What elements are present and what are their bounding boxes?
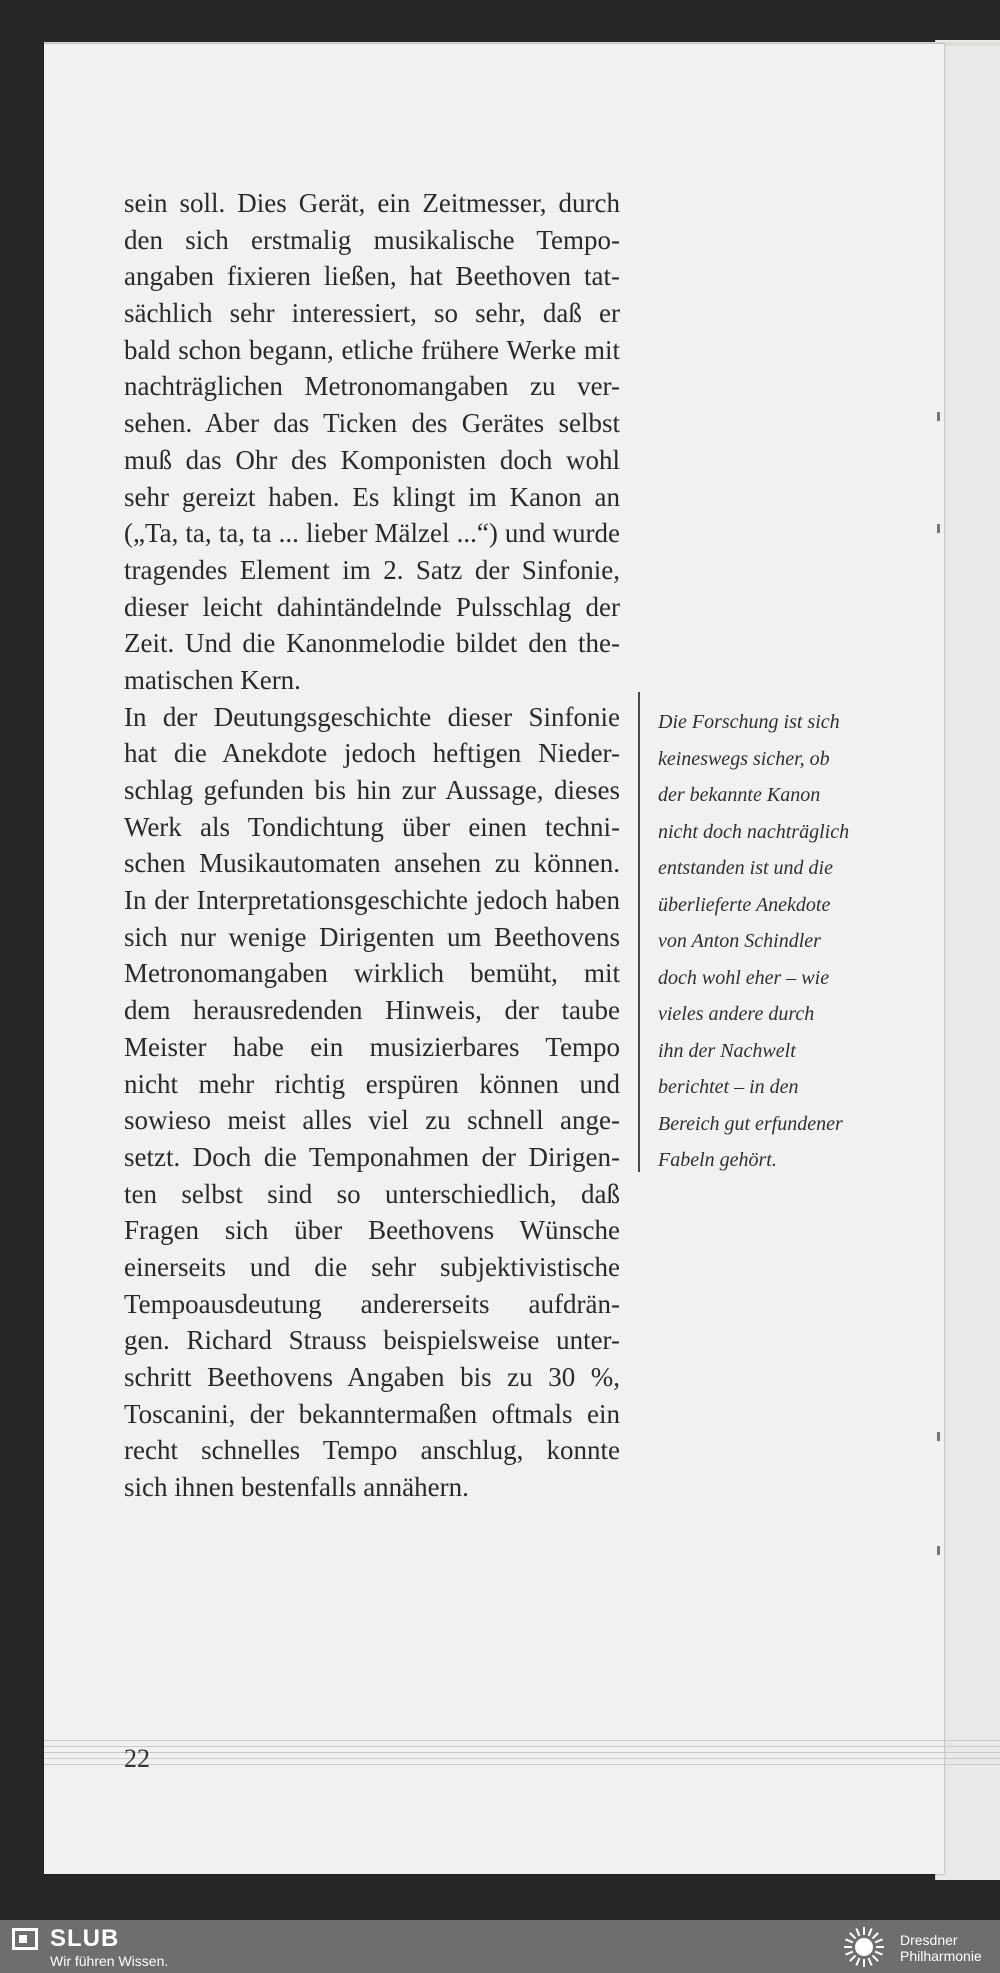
body-text-line: nachträglichen Metronomangaben zu ver- xyxy=(124,371,620,402)
body-text-line: In der Deutungsgeschichte dieser Sinfonie xyxy=(124,701,620,732)
slub-name[interactable]: SLUB xyxy=(50,1925,120,1952)
body-text-line: ten selbst sind so unterschiedlich, daß xyxy=(124,1178,620,1209)
partner-name-line1: Dresdner xyxy=(900,1932,958,1948)
body-text-line: sehr gereizt haben. Es klingt im Kanon an xyxy=(124,481,620,512)
slub-tagline: Wir führen Wissen. xyxy=(50,1953,169,1969)
sidebar-text-line: keineswegs sicher, ob xyxy=(658,747,830,770)
sidebar-text-line: der bekannte Kanon xyxy=(658,784,821,806)
body-text-line: setzt. Doch die Temponahmen der Dirigen- xyxy=(124,1141,620,1172)
body-text-line: In der Interpretationsgeschichte jedoch haben xyxy=(124,885,620,916)
partner-name xyxy=(900,1932,982,1964)
partner-name-line2: Philharmonie xyxy=(900,1948,982,1964)
body-text-line: Werk als Tondichtung über einen techni- xyxy=(124,811,620,842)
body-text-line: sich ihnen bestenfalls annähern. xyxy=(124,1472,469,1503)
body-text-line: sowieso meist alles viel zu schnell ange- xyxy=(124,1105,620,1136)
body-text-line: angaben fixieren ließen, hat Beethoven tat- xyxy=(124,261,620,292)
slub-logo-icon[interactable] xyxy=(12,1928,38,1950)
sidebar-text-line: berichtet – in den xyxy=(658,1076,799,1098)
sidebar-text-line: Die Forschung ist sich xyxy=(658,711,840,733)
sidebar-text-line: ihn der Nachwelt xyxy=(658,1039,796,1062)
body-text-line: sein soll. Dies Gerät, ein Zeitmesser, durch xyxy=(124,188,620,218)
sidebar-text-line: Bereich gut erfundener xyxy=(658,1112,843,1135)
dresdner-philharmonie-logo-icon[interactable] xyxy=(842,1925,886,1969)
body-text-line: schen Musikautomaten ansehen zu können. xyxy=(124,848,620,879)
sidebar-divider xyxy=(638,692,640,1172)
body-text-line: Metronomangaben wirklich bemüht, mit xyxy=(124,958,620,989)
body-text-line: Toscanini, der bekanntermaßen oftmals ein xyxy=(124,1398,620,1429)
footer-rules xyxy=(44,1740,1000,1776)
sidebar-text-line: überlieferte Anekdote xyxy=(658,893,831,916)
sidebar-text-line: nicht doch nachträglich xyxy=(658,820,850,843)
body-text-line: recht schnelles Tempo anschlug, konnte xyxy=(124,1435,620,1466)
body-text-line: Zeit. Und die Kanonmelodie bildet den the- xyxy=(124,628,620,659)
sidebar-text-line: entstanden ist und die xyxy=(658,857,833,879)
sidebar-quote xyxy=(658,704,898,1179)
body-text-line: („Ta, ta, ta, ta ... lieber Mälzel ...“) und wurde xyxy=(124,518,620,549)
body-text-line: sehen. Aber das Ticken des Gerätes selbst xyxy=(124,408,620,439)
body-text-line: matischen Kern. xyxy=(124,664,301,695)
sidebar-text-line: doch wohl eher – wie xyxy=(658,966,830,989)
body-text-line: sächlich sehr interessiert, so sehr, daß er xyxy=(124,298,620,329)
body-text-line: einerseits und die sehr subjektivistische xyxy=(124,1251,620,1282)
body-text-line: hat die Anekdote jedoch heftigen Nieder- xyxy=(124,738,620,769)
body-text-line: dem herausredenden Hinweis, der taube xyxy=(124,995,620,1026)
body-text-line: Tempoausdeutung andererseits aufdrän- xyxy=(124,1288,620,1319)
body-text-line: bald schon begann, etliche frühere Werke mit xyxy=(124,334,620,365)
body-text-line: schlag gefunden bis hin zur Aussage, dieses xyxy=(124,775,620,805)
binding-mark xyxy=(937,1546,940,1555)
body-text-line: muß das Ohr des Komponisten doch wohl xyxy=(124,444,620,475)
next-page-edge xyxy=(935,40,1000,1880)
body-text-line: tragendes Element im 2. Satz der Sinfonie, xyxy=(124,554,620,585)
body-text-line: den sich erstmalig musikalische Tempo- xyxy=(124,224,620,255)
binding-mark xyxy=(937,1432,940,1441)
body-text-line: gen. Richard Strauss beispielsweise unter- xyxy=(124,1325,620,1356)
sidebar-text-line: von Anton Schindler xyxy=(658,930,821,952)
sidebar-text-line: vieles andere durch xyxy=(658,1003,815,1025)
body-text-line: sich nur wenige Dirigenten um Beethovens xyxy=(124,921,620,952)
binding-mark xyxy=(937,412,940,421)
sidebar-text-line: Fabeln gehört. xyxy=(658,1149,777,1171)
body-text-line: Fragen sich über Beethovens Wünsche xyxy=(124,1215,620,1246)
body-text-line: dieser leicht dahintändelnde Pulsschlag der xyxy=(124,591,620,622)
body-text-line: schritt Beethovens Angaben bis zu 30 %, xyxy=(124,1362,620,1392)
body-text-line: nicht mehr richtig erspüren können und xyxy=(124,1068,620,1099)
main-body-text xyxy=(124,185,620,1506)
body-text-line: Meister habe ein musizierbares Tempo xyxy=(124,1031,620,1062)
page-number: 22 xyxy=(124,1744,150,1773)
binding-mark xyxy=(937,524,940,533)
slub-footer-bar xyxy=(0,1920,1000,1973)
